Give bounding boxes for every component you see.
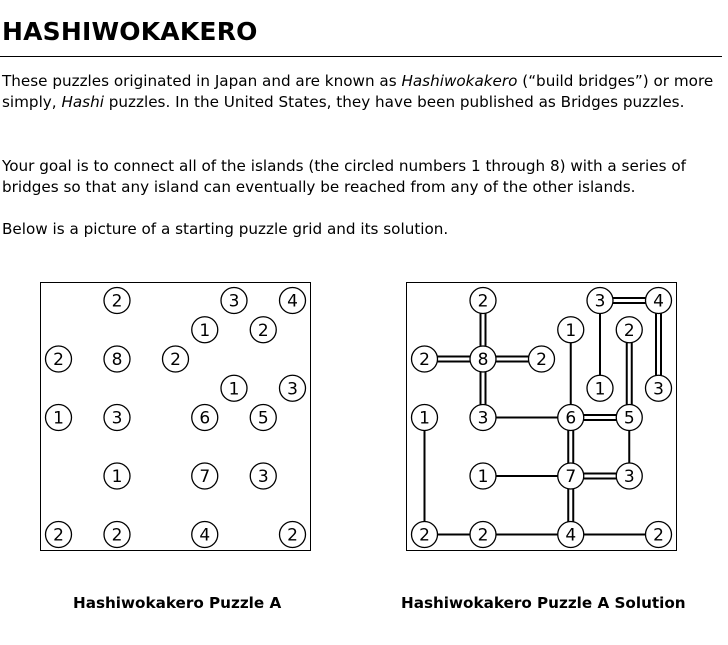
island-number: 1 (228, 379, 240, 400)
island-number: 2 (653, 525, 664, 546)
island-number: 2 (536, 350, 547, 370)
picture-intro-paragraph: Below is a picture of a starting puzzle grid and its solution. (2, 220, 449, 238)
solution-island-h (529, 346, 555, 372)
island-number: 3 (287, 379, 298, 400)
island-number: 6 (565, 408, 577, 429)
island-number: 2 (477, 525, 489, 546)
solution-island-o (470, 463, 496, 489)
island-number: 5 (623, 408, 635, 429)
puzzle-grid (40, 282, 311, 551)
puzzle-island-t (192, 522, 218, 548)
solution-island-i (587, 375, 613, 401)
island-number: 3 (623, 467, 635, 487)
island-number: 3 (653, 379, 664, 400)
island-number: 2 (170, 350, 181, 370)
island-number: 2 (287, 525, 298, 546)
puzzle-island-o (104, 463, 130, 489)
intro-text-3: puzzles. In the United States, they have been published as Bridges puzzles. (103, 93, 685, 111)
solution-island-g (470, 346, 496, 372)
island-number: 2 (419, 525, 430, 546)
island-number: 7 (565, 467, 577, 487)
island-number: 1 (199, 320, 211, 341)
solution-island-d (558, 317, 584, 343)
intro-emphasis-hashi: Hashi (61, 93, 104, 111)
puzzle-island-e (250, 317, 276, 343)
island-number: 2 (477, 291, 489, 312)
solution-island-l (470, 405, 496, 431)
island-number: 2 (53, 525, 64, 546)
intro-emphasis-hashiwokakero: Hashiwokakero (401, 72, 518, 90)
solution-island-n (616, 405, 642, 431)
solution-island-k (412, 405, 438, 431)
island-number: 2 (111, 291, 123, 312)
island-number: 2 (623, 320, 635, 341)
island-number: 4 (287, 291, 298, 312)
solution-island-m (558, 405, 584, 431)
island-number: 4 (653, 291, 664, 312)
puzzle-island-n (250, 405, 276, 431)
puzzle-island-j (280, 375, 306, 401)
solution-island-r (412, 522, 438, 548)
solution-island-a (470, 288, 496, 314)
island-number: 2 (111, 525, 123, 546)
solution-island-s (470, 522, 496, 548)
puzzle-island-s (104, 522, 130, 548)
island-number: 4 (199, 525, 211, 546)
island-number: 1 (111, 467, 123, 487)
solution-caption: Hashiwokakero Puzzle A Solution (401, 594, 686, 612)
solution-grid-svg (406, 282, 677, 551)
island-number: 1 (53, 408, 64, 429)
island-number: 1 (594, 379, 606, 400)
island-number: 2 (257, 320, 269, 341)
title-divider (0, 56, 722, 57)
island-number: 3 (594, 291, 606, 312)
puzzle-island-k (46, 405, 72, 431)
island-number: 8 (477, 350, 489, 370)
puzzle-island-i (221, 375, 247, 401)
island-number: 3 (111, 408, 123, 429)
island-number: 1 (565, 320, 577, 341)
puzzle-island-p (192, 463, 218, 489)
island-number: 1 (419, 408, 430, 429)
island-number: 4 (565, 525, 577, 546)
intro-text-2: (“build bridges”) or more simply, (2, 72, 714, 111)
solution-island-e (616, 317, 642, 343)
puzzle-island-q (250, 463, 276, 489)
intro-paragraph (2, 71, 714, 113)
page-title: HASHIWOKAKERO (2, 17, 258, 46)
puzzle-caption: Hashiwokakero Puzzle A (73, 594, 282, 612)
goal-paragraph: Your goal is to connect all of the islands (the circled numbers 1 through 8) with a series of bridges so that any island can eventually be reached from any of the other islands. (2, 157, 686, 196)
solution-island-p (558, 463, 584, 489)
island-number: 3 (228, 291, 240, 312)
solution-island-j (646, 375, 672, 401)
island-number: 5 (257, 408, 269, 429)
solution-island-f (412, 346, 438, 372)
puzzle-island-b (221, 288, 247, 314)
solution-island-c (646, 288, 672, 314)
solution-island-t (558, 522, 584, 548)
puzzle-island-m (192, 405, 218, 431)
puzzle-island-d (192, 317, 218, 343)
puzzle-island-a (104, 288, 130, 314)
puzzle-island-h (163, 346, 189, 372)
solution-island-u (646, 522, 672, 548)
puzzle-island-f (46, 346, 72, 372)
island-number: 2 (53, 350, 64, 370)
solution-island-q (616, 463, 642, 489)
island-number: 8 (111, 350, 123, 370)
solution-grid (406, 282, 677, 551)
island-number: 3 (257, 467, 269, 487)
puzzle-grid-svg (40, 282, 311, 551)
island-number: 1 (477, 467, 489, 487)
puzzle-island-c (280, 288, 306, 314)
puzzle-island-g (104, 346, 130, 372)
island-number: 7 (199, 467, 211, 487)
island-number: 2 (419, 350, 430, 370)
puzzle-island-l (104, 405, 130, 431)
intro-text-1: These puzzles originated in Japan and are known as (2, 72, 402, 90)
puzzle-island-r (46, 522, 72, 548)
puzzle-island-u (280, 522, 306, 548)
solution-island-b (587, 288, 613, 314)
island-number: 6 (199, 408, 211, 429)
island-number: 3 (477, 408, 489, 429)
